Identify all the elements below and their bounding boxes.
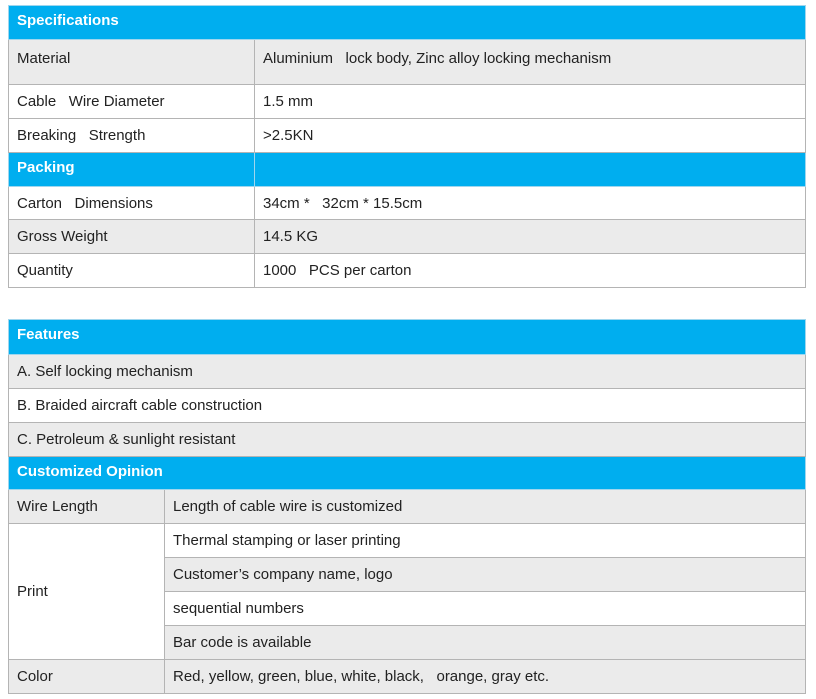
color-label: Color xyxy=(9,660,165,694)
spec-label: Breaking Strength xyxy=(9,119,255,153)
table-row xyxy=(9,220,806,254)
table-row xyxy=(9,254,806,288)
packing-title: Packing xyxy=(9,153,255,187)
packing-label: Carton Dimensions xyxy=(9,187,255,220)
table-row xyxy=(9,119,806,153)
specifications-table xyxy=(8,5,806,288)
wire-length-label: Wire Length xyxy=(9,490,165,524)
customized-title: Customized Opinion xyxy=(9,457,806,490)
table-row xyxy=(9,40,806,85)
spec-value: >2.5KN xyxy=(255,119,806,153)
spec-label: Material xyxy=(9,40,255,85)
packing-value: 34cm * 32cm * 15.5cm xyxy=(255,187,806,220)
features-table xyxy=(8,319,806,694)
packing-value: 14.5 KG xyxy=(255,220,806,254)
table-row xyxy=(9,660,806,694)
print-value: Customer’s company name, logo xyxy=(165,558,806,592)
print-value: Bar code is available xyxy=(165,626,806,660)
spec-label: Cable Wire Diameter xyxy=(9,85,255,119)
spec-value: Aluminium lock body, Zinc alloy locking mechanism xyxy=(255,40,806,85)
packing-header-row xyxy=(9,153,806,187)
feature-item: A. Self locking mechanism xyxy=(9,355,806,389)
list-item xyxy=(9,389,806,423)
feature-item: B. Braided aircraft cable construction xyxy=(9,389,806,423)
features-header-row xyxy=(9,320,806,355)
table-row xyxy=(9,187,806,220)
print-label: Print xyxy=(9,524,165,660)
list-item xyxy=(9,423,806,457)
feature-item: C. Petroleum & sunlight resistant xyxy=(9,423,806,457)
packing-value: 1000 PCS per carton xyxy=(255,254,806,288)
table-row xyxy=(9,524,806,558)
customized-header-row xyxy=(9,457,806,490)
specifications-title: Specifications xyxy=(9,6,806,40)
color-value: Red, yellow, green, blue, white, black, orange, gray etc. xyxy=(165,660,806,694)
spec-value: 1.5 mm xyxy=(255,85,806,119)
print-value: sequential numbers xyxy=(165,592,806,626)
table-row xyxy=(9,85,806,119)
list-item xyxy=(9,355,806,389)
print-value: Thermal stamping or laser printing xyxy=(165,524,806,558)
packing-label: Quantity xyxy=(9,254,255,288)
features-title: Features xyxy=(9,320,806,355)
table-row xyxy=(9,490,806,524)
specifications-header-row xyxy=(9,6,806,40)
packing-header-empty xyxy=(255,153,806,187)
wire-length-value: Length of cable wire is customized xyxy=(165,490,806,524)
packing-label: Gross Weight xyxy=(9,220,255,254)
